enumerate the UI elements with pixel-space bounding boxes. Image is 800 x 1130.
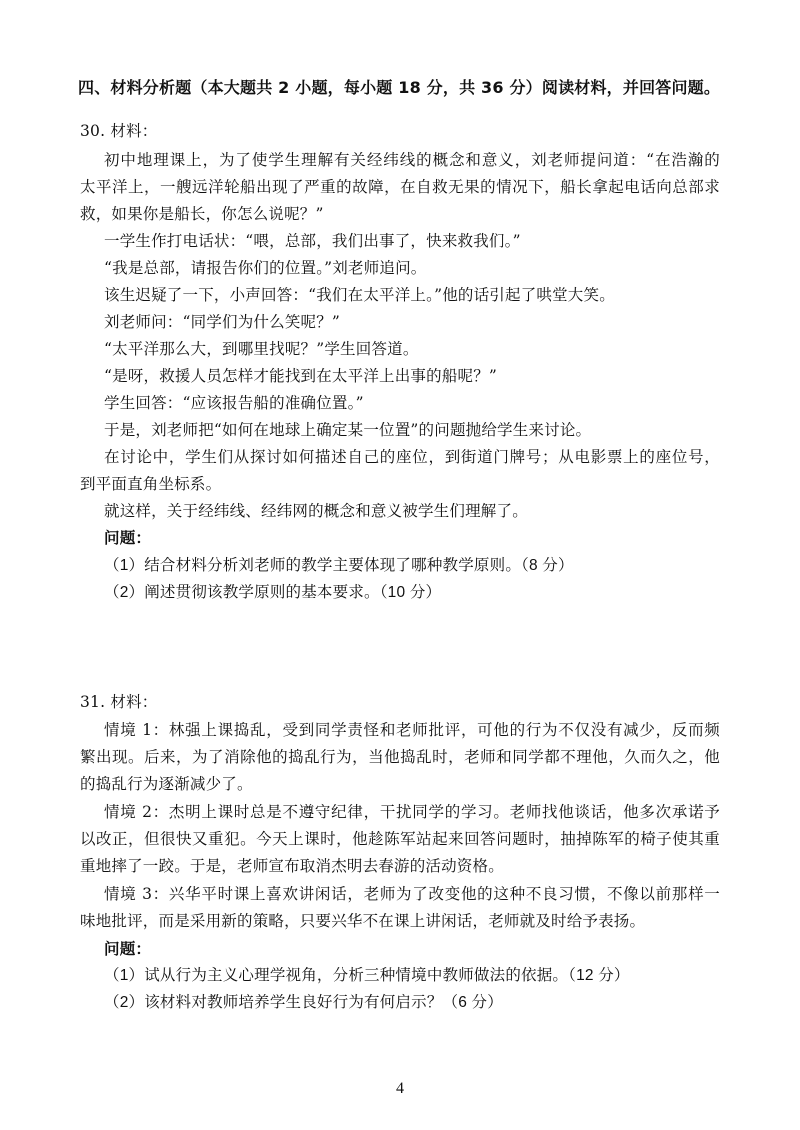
q30-label: 30. 材料： xyxy=(80,122,158,140)
q30-paragraph-line: 初中地理课上，为了使学生理解有关经纬线的概念和意义，刘老师提问道：“在浩瀚的 xyxy=(104,151,720,169)
q30-question: （1）结合材料分析刘老师的教学主要体现了哪种教学原则。（8 分） xyxy=(104,557,574,574)
q31-label: 31. 材料： xyxy=(80,693,158,711)
q31-question: （1）试从行为主义心理学视角，分析三种情境中教师做法的依据。（12 分） xyxy=(104,967,630,984)
q30-paragraph-line: 救，如果你是船长，你怎么说呢？” xyxy=(80,205,324,223)
q31-question-label: 问题： xyxy=(104,940,152,958)
q31-paragraph-line: 的捣乱行为逐渐减少了。 xyxy=(80,775,253,793)
q30-paragraph-line: “太平洋那么大，到哪里找呢？”学生回答道。 xyxy=(104,340,419,358)
q30-question-label: 问题： xyxy=(104,529,152,547)
q31-paragraph-line: 味地批评，而是采用新的策略，只要兴华不在课上讲闲话，老师就及时给予表扬。 xyxy=(80,912,646,930)
q31-paragraph-line: 重地摔了一跤。于是，老师宣布取消杰明去春游的活动资格。 xyxy=(80,857,504,875)
section-heading: 四、材料分析题（本大题共 2 小题，每小题 18 分，共 36 分）阅读材料，并回答问题。 xyxy=(78,78,721,97)
q30-paragraph-line: “我是总部，请报告你们的位置。”刘老师追问。 xyxy=(104,259,427,277)
q31-paragraph-line: 繁出现。后来，为了消除他的捣乱行为，当他捣乱时，老师和同学都不理他，久而久之，他 xyxy=(80,748,720,766)
q30-paragraph-line: 刘老师问：“同学们为什么笑呢？” xyxy=(104,313,341,331)
q31-paragraph-line: 情境 3：兴华平时课上喜欢讲闲话，老师为了改变他的这种不良习惯，不像以前那样一 xyxy=(104,885,720,903)
q30-paragraph-line: “是呀，救援人员怎样才能找到在太平洋上出事的船呢？” xyxy=(104,367,498,385)
q30-paragraph-line: 一学生作打电话状：“喂，总部，我们出事了，快来救我们。” xyxy=(104,232,521,250)
page-number: 4 xyxy=(396,1080,404,1097)
q30-paragraph-line: 于是，刘老师把“如何在地球上确定某一位置”的问题抛给学生来讨论。 xyxy=(104,421,592,439)
q30-paragraph-line: 太平洋上，一艘远洋轮船出现了严重的故障，在自救无果的情况下，船长拿起电话向总部求 xyxy=(80,178,720,196)
q31-paragraph-line: 情境 1：林强上课捣乱，受到同学责怪和老师批评，可他的行为不仅没有减少，反而频 xyxy=(104,721,720,739)
q30-paragraph-line: 学生回答：“应该报告船的准确位置。” xyxy=(104,394,364,412)
q31-paragraph-line: 情境 2：杰明上课时总是不遵守纪律，干扰同学的学习。老师找他谈话，他多次承诺予 xyxy=(104,803,720,821)
q30-paragraph-line: 该生迟疑了一下，小声回答：“我们在太平洋上。”他的话引起了哄堂大笑。 xyxy=(104,286,615,304)
q31-question: （2）该材料对教师培养学生良好行为有何启示？（6 分） xyxy=(104,994,503,1011)
q30-paragraph-line: 在讨论中，学生们从探讨如何描述自己的座位，到街道门牌号；从电影票上的座位号， xyxy=(104,448,720,466)
q30-question: （2）阐述贯彻该教学原则的基本要求。（10 分） xyxy=(104,584,442,601)
q30-paragraph-line: 到平面直角坐标系。 xyxy=(80,475,222,493)
q31-paragraph-line: 以改正，但很快又重犯。今天上课时，他趁陈军站起来回答问题时，抽掉陈军的椅子使其重 xyxy=(80,830,720,848)
q30-paragraph-line: 就这样，关于经纬线、经纬网的概念和意义被学生们理解了。 xyxy=(104,502,528,520)
